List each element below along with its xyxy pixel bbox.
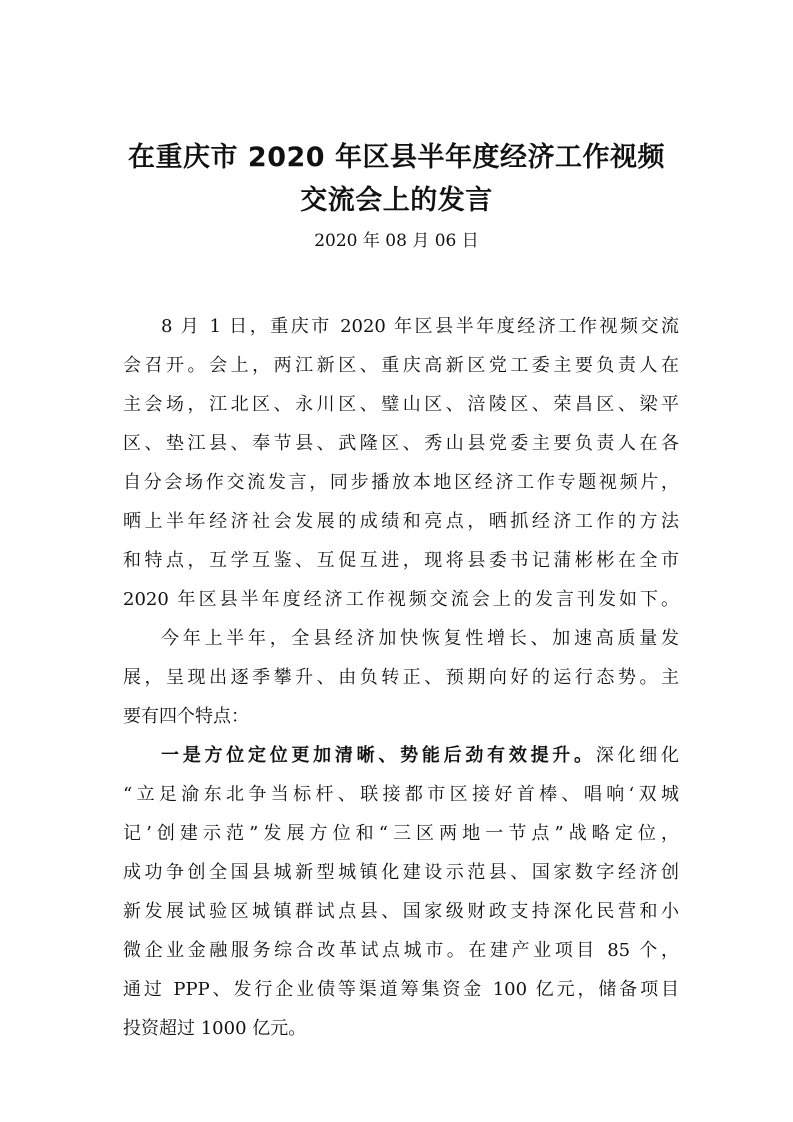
paragraph-3-first-line xyxy=(123,736,679,775)
paragraph-1-line: 自分会场作交流发言，同步播放本地区经济工作专题视频片， xyxy=(123,472,679,493)
paragraph-1-line: 8 月 1 日，重庆市 2020 年区县半年度经济工作视频交流 xyxy=(161,316,679,337)
paragraph-1-line: 会召开。会上，两江新区、重庆高新区党工委主要负责人在 xyxy=(123,355,679,376)
paragraph-1-line: 区、垫江县、奉节县、武隆区、秀山县党委主要负责人在各 xyxy=(123,433,679,454)
paragraph-3-line: 新发展试验区城镇群试点县、国家级财政支持深化民营和小 xyxy=(123,901,679,922)
paragraph-1-line: 和特点，互学互鉴、互促互进，现将县委书记蒲彬彬在全市 xyxy=(123,550,679,571)
paragraph-3-line: “立足渝东北争当标杆、联接都市区接好首棒、唱响‘双城 xyxy=(123,784,679,805)
document-body xyxy=(123,307,679,1048)
document-date: 2020 年 08 月 06 日 xyxy=(314,231,479,251)
paragraph-1-line: 晒上半年经济社会发展的成绩和亮点，晒抓经济工作的方法 xyxy=(123,511,679,532)
paragraph-3-line: 微企业金融服务综合改革试点城市。在建产业项目 85 个， xyxy=(123,940,679,961)
paragraph-3-bold-lead: 一是方位定位更加清晰、势能后劲有效提升。 xyxy=(161,745,596,766)
paragraph-3-line: 投资超过 1000 亿元。 xyxy=(123,1018,307,1039)
paragraph-1-line: 2020 年区县半年度经济工作视频交流会上的发言刊发如下。 xyxy=(123,589,679,610)
paragraph-3-line: 通过 PPP、发行企业债等渠道筹集资金 100 亿元，储备项目 xyxy=(123,979,679,1000)
paragraph-2-line: 今年上半年，全县经济加快恢复性增长、加速高质量发 xyxy=(161,628,679,649)
document-title-line-1: 在重庆市 2020 年区县半年度经济工作视频 xyxy=(128,142,665,173)
document-title-line-2: 交流会上的发言 xyxy=(300,185,493,216)
paragraph-1-line: 主会场，江北区、永川区、璧山区、涪陵区、荣昌区、梁平 xyxy=(123,394,679,415)
paragraph-3-line: 记’创建示范”发展方位和“三区两地一节点”战略定位， xyxy=(123,823,679,844)
paragraph-3-line: 成功争创全国县城新型城镇化建设示范县、国家数字经济创 xyxy=(123,862,679,883)
paragraph-2-line: 要有四个特点： xyxy=(123,706,249,727)
paragraph-3-lead-rest: 深化细化 xyxy=(595,745,679,766)
paragraph-2-line: 展，呈现出逐季攀升、由负转正、预期向好的运行态势。主 xyxy=(123,667,679,688)
